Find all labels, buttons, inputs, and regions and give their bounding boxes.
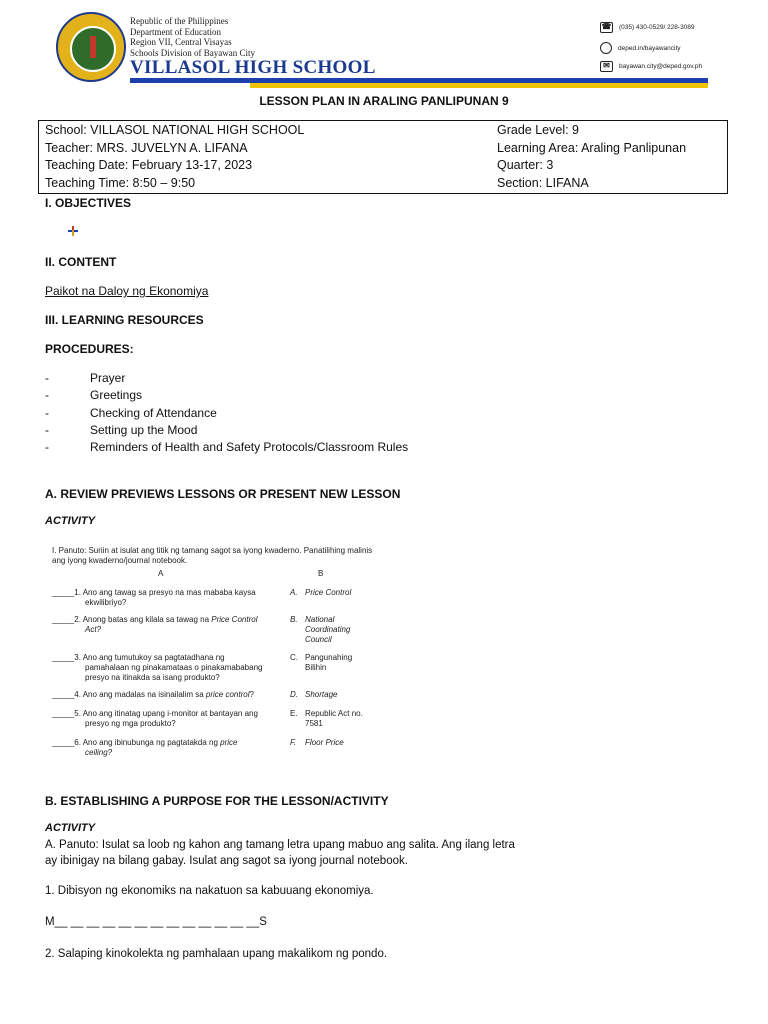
email-text: bayawan.city@deped.gov.ph <box>619 63 703 70</box>
division-seal-logo <box>56 12 126 82</box>
bullet-cross-icon <box>68 226 78 236</box>
question-italic: price <box>220 738 238 747</box>
panuto-a <box>45 837 515 869</box>
question-line: ekwilibriyo? <box>85 598 127 607</box>
procedure-item: Checking of Attendance <box>90 406 217 420</box>
answer-letter: E. <box>290 709 298 718</box>
question-text: _____4. Ano ang madalas na isinailalim sa <box>52 690 206 699</box>
header-line: Region VII, Central Visayas <box>130 37 232 47</box>
answer-text: Coordinating <box>305 625 351 634</box>
contact-phone <box>600 22 695 33</box>
globe-icon <box>600 42 612 54</box>
answer-a <box>290 588 352 598</box>
info-time: Teaching Time: 8:50 – 9:50 <box>45 175 196 190</box>
envelope-icon: ✉ <box>600 61 613 72</box>
answer-d <box>290 690 338 700</box>
list-dash: - <box>45 440 49 454</box>
answer-text: Shortage <box>305 690 338 699</box>
item-1: 1. Dibisyon ng ekonomiks na nakatuon sa kabuuang ekonomiya. <box>45 885 374 897</box>
question-line: ceiling? <box>85 748 113 757</box>
question-6 <box>52 738 238 758</box>
column-a-label: A <box>158 569 164 578</box>
info-section: Section: LIFANA <box>497 175 589 190</box>
answer-f <box>290 738 344 748</box>
question-line: Act? <box>85 625 102 634</box>
panuto-line: A. Panuto: Isulat sa loob ng kahon ang tamang letra upang mabuo ang salita. Ang ilang letra <box>45 839 515 851</box>
answer-text: Price Control <box>305 588 352 597</box>
list-dash: - <box>45 388 49 402</box>
activity-label: ACTIVITY <box>45 515 96 527</box>
phone-icon: ☎ <box>601 22 612 31</box>
question-1 <box>52 588 256 608</box>
header-line: Republic of the Philippines <box>130 16 229 26</box>
question-5 <box>52 709 258 729</box>
question-italic: price control <box>205 690 250 699</box>
item-1-blank: M__ __ __ __ __ __ __ __ __ __ __ __ __S <box>45 916 267 928</box>
list-dash: - <box>45 406 49 420</box>
web-text: deped.in/bayawancity <box>618 44 681 52</box>
column-b-label: B <box>318 569 324 578</box>
header-school-name: VILLASOL HIGH SCHOOL <box>130 57 376 78</box>
question-3 <box>52 653 262 683</box>
procedure-item: Prayer <box>90 371 126 385</box>
list-dash: - <box>45 423 49 437</box>
answer-text: Council <box>305 635 332 644</box>
info-quarter: Quarter: 3 <box>497 158 554 172</box>
question-text: ? <box>249 690 254 699</box>
instruction-line: ang iyong kwaderno/journal notebook. <box>52 556 188 565</box>
content-topic: Paikot na Daloy ng Ekonomiya <box>45 284 209 298</box>
question-2 <box>52 615 257 635</box>
procedures-heading: PROCEDURES: <box>45 342 134 356</box>
question-text: _____2. Anong batas ang kilala sa tawag na <box>52 615 212 624</box>
answer-letter: A. <box>290 588 298 597</box>
header-line: Schools Division of Bayawan City <box>130 47 255 58</box>
answer-text: 7581 <box>305 719 323 728</box>
info-grade: Grade Level: 9 <box>497 123 579 137</box>
item-2: 2. Salaping kinokolekta ng pamhalaan upang makalikom ng pondo. <box>45 948 388 960</box>
lesson-plan-title: LESSON PLAN IN ARALING PANLIPUNAN 9 <box>259 94 509 108</box>
question-4 <box>52 690 254 700</box>
question-line: _____5. Ano ang itinatag upang i-monitor at bantayan ang <box>52 709 258 718</box>
answer-text: Bilihin <box>305 663 327 672</box>
answer-text: Pangunahing <box>305 653 353 662</box>
contact-email <box>600 61 702 72</box>
info-right <box>497 122 686 192</box>
question-line: _____3. Ano ang tumutukoy sa pagtatadhana ng <box>52 653 225 662</box>
seal-emblem <box>70 26 116 72</box>
contact-web <box>600 42 681 54</box>
answer-letter: B. <box>290 615 298 624</box>
section-a-heading: A. REVIEW PREVIEWS LESSONS OR PRESENT NEW LESSON <box>45 487 401 501</box>
header-line: Department of Education <box>130 26 221 37</box>
activity-label-2: ACTIVITY <box>45 822 96 834</box>
info-school: School: VILLASOL NATIONAL HIGH SCHOOL <box>45 123 305 137</box>
answer-text: Republic Act no. <box>305 709 363 718</box>
content-heading: II. CONTENT <box>45 255 117 269</box>
answer-e <box>290 709 363 728</box>
procedure-item: Reminders of Health and Safety Protocols/Classroom Rules <box>90 440 409 454</box>
question-italic: Price Control <box>211 615 258 624</box>
info-date: Teaching Date: February 13-17, 2023 <box>45 158 253 172</box>
torch-icon <box>90 36 96 58</box>
answer-text: Floor Price <box>305 738 344 747</box>
resources-heading: III. LEARNING RESOURCES <box>45 313 204 327</box>
info-teacher: Teacher: MRS. JUVELYN A. LIFANA <box>45 140 248 155</box>
answer-c <box>290 653 353 672</box>
procedure-item: Setting up the Mood <box>90 423 198 437</box>
info-area: Learning Area: Araling Panlipunan <box>497 140 687 155</box>
question-line: presyo ng mga produkto? <box>85 719 176 728</box>
question-text: _____6. Ano ang ibinubunga ng pagtatakda ng <box>52 738 221 747</box>
answer-letter: D. <box>290 690 298 699</box>
question-line: presyo na itinakda sa isang produkto? <box>85 673 220 682</box>
procedure-item: Greetings <box>90 388 143 402</box>
answer-letter: F. <box>290 738 297 747</box>
phone-text: (035) 430-0529/ 228-3089 <box>619 24 695 31</box>
header-blue-bar <box>130 78 708 83</box>
answer-letter: C. <box>290 653 298 662</box>
question-line: _____1. Ano ang tawag sa presyo na mas mababa kaysa <box>52 588 256 597</box>
answer-text: National <box>305 615 335 624</box>
header-agency-lines <box>130 16 255 58</box>
panuto-line: ay ibinigay na bilang gabay. Isulat ang sagot sa iyong journal notebook. <box>45 855 408 867</box>
objectives-heading: I. OBJECTIVES <box>45 196 132 210</box>
answer-b <box>290 615 351 644</box>
info-left <box>45 122 304 192</box>
question-line: pamahalaan ng pinakamataas o pinakamababang <box>85 663 263 672</box>
matching-instructions <box>52 546 372 566</box>
list-dash: - <box>45 371 49 385</box>
instruction-line: I. Panuto: Suriin at isulat ang titik ng tamang sagot sa iyong kwaderno. Panatilihing malinis <box>52 546 373 555</box>
section-b-heading: B. ESTABLISHING A PURPOSE FOR THE LESSON/ACTIVITY <box>45 794 389 808</box>
